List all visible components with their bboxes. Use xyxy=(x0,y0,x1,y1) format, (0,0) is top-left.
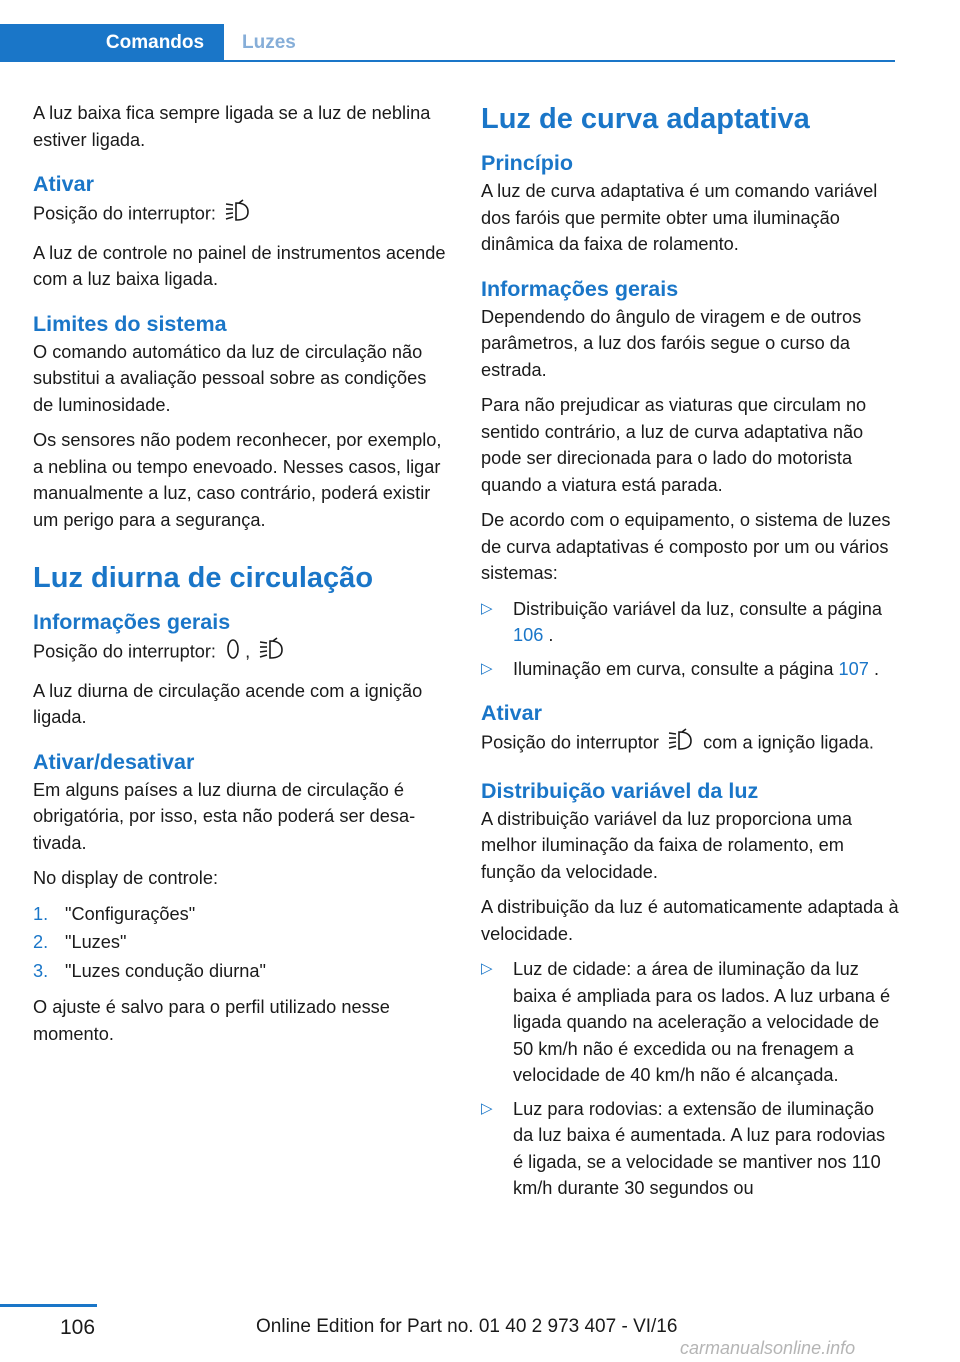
list-item: ▷ Distribuição variável da luz, consulte a página 106 . xyxy=(481,596,899,649)
tab-luzes[interactable]: Luzes xyxy=(242,32,296,53)
paragraph: Posição do interruptor: , xyxy=(33,637,451,669)
triangle-bullet-icon: ▷ xyxy=(481,599,493,617)
footer-divider xyxy=(0,1304,97,1307)
auto-headlight-icon xyxy=(225,199,251,231)
left-column xyxy=(33,100,451,1056)
off-position-icon xyxy=(225,637,241,669)
paragraph: Posição do interruptor com a ignição ligada. xyxy=(481,728,899,760)
paragraph: No display de controle: xyxy=(33,868,219,888)
paragraph: Dependendo do ângulo de viragem e de outros parâmetros, a luz dos faróis segue o curso da estrada. xyxy=(481,306,862,380)
heading-ativar: Ativar xyxy=(481,701,542,725)
systems-list xyxy=(481,596,899,683)
heading-distribuicao: Distribuição variável da luz xyxy=(481,778,759,803)
paragraph: A luz diurna de circulação acende com a ignição ligada. xyxy=(33,680,423,727)
paragraph: Os sensores não podem reconhecer, por exemplo, a neblina ou tempo enevoado. Nesses casos, ligar manualmente a luz, caso contrário, poderá existir um perigo para a segurança. xyxy=(33,430,442,530)
list-item: ▷ Iluminação em curva, consulte a página 107 . xyxy=(481,656,899,683)
heading-principio: Princípio xyxy=(481,151,573,175)
list-item: ▷ Luz de cidade: a área de iluminação da luz baixa é ampliada para os lados. A luz urbana é ligada quando na aceleração a velocidade de 50 km/h não é excedida ou na frenagem a velocidade de 40 km/h não é alcançada. xyxy=(481,956,899,1089)
paragraph: A luz baixa fica sempre ligada se a luz de neblina estiver ligada. xyxy=(33,103,431,150)
paragraph: A luz de curva adaptativa é um comando variável dos faróis que permite obter uma iluminação dinâmica da faixa de rolamento. xyxy=(481,181,878,254)
heading-informacoes: Informações gerais xyxy=(33,610,231,634)
heading-ativar-desativar: Ativar/desativar xyxy=(33,749,195,774)
watermark: carmanualsonline.info xyxy=(680,1338,856,1358)
paragraph: A distribuição da luz é automaticamente adaptada à velocidade. xyxy=(481,897,899,944)
paragraph: O comando automático da luz de circulação não substitui a avaliação pessoal sobre as condições de luminosidade. xyxy=(33,341,427,415)
page-link-106[interactable]: 106 xyxy=(513,625,544,645)
paragraph: O ajuste é salvo para o perfil utilizado nesse momento. xyxy=(33,997,390,1044)
list-item: ▷ Luz para rodovias: a extensão de iluminação da luz baixa é aumentada. A luz para rodovias é ligada, se a velocidade se mantiver nos 110 km/h durante 30 segundos ou xyxy=(481,1096,899,1202)
paragraph: Para não prejudicar as viaturas que circulam no sentido contrário, a luz de curva adaptativa não pode ser direcionada para o lado do motorista quando a viatura está parada. xyxy=(481,395,867,495)
page-link-107[interactable]: 107 xyxy=(838,658,869,679)
distribution-list xyxy=(481,956,899,1202)
paragraph: De acordo com o equipamento, o sistema de luzes de curva adaptativas é composto por um ou vários sistemas: xyxy=(481,510,891,583)
paragraph: A distribuição variável da luz proporciona uma melhor iluminação da faixa de rolamento, em função da velocidade. xyxy=(481,808,853,882)
list-item: 3. "Luzes condução diurna" xyxy=(33,960,266,981)
chapter-header xyxy=(0,24,895,64)
header-divider xyxy=(0,60,895,62)
triangle-bullet-icon: ▷ xyxy=(481,659,493,677)
page-number: 106 xyxy=(60,1316,96,1339)
heading-luz-diurna: Luz diurna de circulação xyxy=(33,562,374,594)
auto-headlight-icon xyxy=(259,637,285,669)
auto-headlight-icon xyxy=(668,728,694,760)
paragraph: Em alguns países a luz diurna de circulação é obrigatória, por isso, esta não poderá ser desativada. xyxy=(33,779,416,853)
steps-list xyxy=(33,901,451,985)
heading-ativar: Ativar xyxy=(33,172,94,196)
paragraph: A luz de controle no painel de instrumentos acende com a luz baixa ligada. xyxy=(33,242,446,289)
triangle-bullet-icon: ▷ xyxy=(481,1099,493,1117)
triangle-bullet-icon: ▷ xyxy=(481,960,493,977)
right-column xyxy=(481,100,899,1212)
heading-limites: Limites do sistema xyxy=(33,311,227,336)
tab-comandos[interactable]: Comandos xyxy=(0,24,224,62)
list-item: 2. "Luzes" xyxy=(33,932,127,952)
heading-luz-curva: Luz de curva adaptativa xyxy=(481,103,810,135)
edition-text: Online Edition for Part no. 01 40 2 973 407 - VI/16 xyxy=(256,1316,678,1337)
heading-informacoes: Informações gerais xyxy=(481,276,679,301)
list-item: 1. "Configurações" xyxy=(33,903,196,924)
paragraph: Posição do interruptor: xyxy=(33,199,451,231)
